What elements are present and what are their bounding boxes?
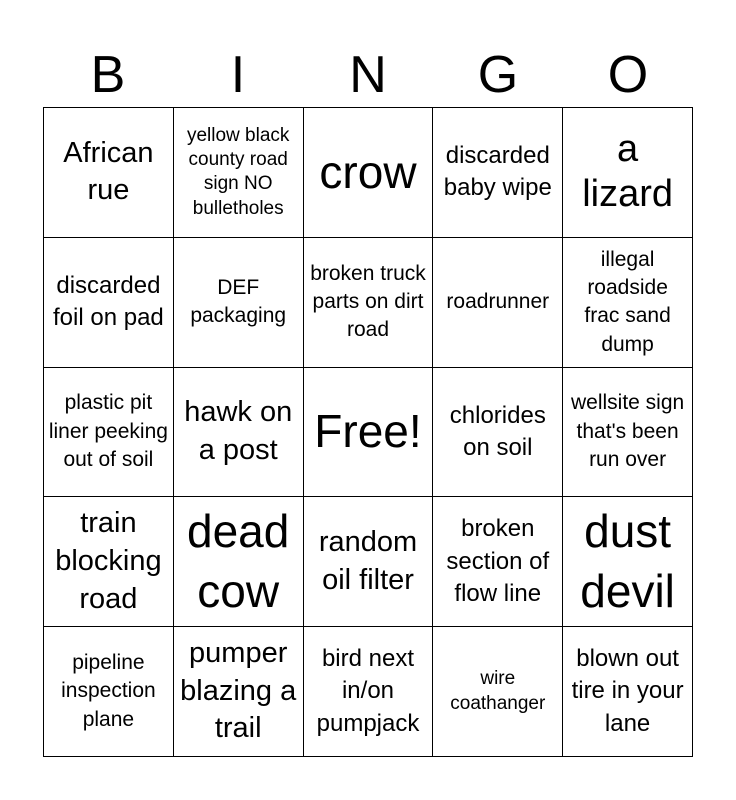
bingo-cell[interactable]: discarded baby wipe: [433, 108, 563, 238]
bingo-cell[interactable]: yellow black county road sign NO bulletholes: [174, 108, 304, 238]
free-space-cell[interactable]: Free!: [304, 368, 434, 498]
header-letter-i: I: [230, 46, 246, 104]
bingo-header: [43, 44, 693, 106]
header-letter-b: B: [90, 46, 126, 104]
bingo-cell[interactable]: DEF packaging: [174, 238, 304, 368]
bingo-cell[interactable]: crow: [304, 108, 434, 238]
bingo-cell[interactable]: plastic pit liner peeking out of soil: [44, 368, 174, 498]
bingo-cell[interactable]: pumper blazing a trail: [174, 627, 304, 757]
bingo-cell[interactable]: discarded foil on pad: [44, 238, 174, 368]
bingo-cell[interactable]: random oil filter: [304, 497, 434, 627]
header-letter-g: G: [477, 46, 519, 104]
bingo-cell[interactable]: chlorides on soil: [433, 368, 563, 498]
bingo-cell[interactable]: bird next in/on pumpjack: [304, 627, 434, 757]
header-letter-n: N: [349, 46, 387, 104]
bingo-cell[interactable]: dust devil: [563, 497, 693, 627]
bingo-cell[interactable]: a lizard: [563, 108, 693, 238]
bingo-cell[interactable]: broken truck parts on dirt road: [304, 238, 434, 368]
bingo-cell[interactable]: blown out tire in your lane: [563, 627, 693, 757]
bingo-cell[interactable]: roadrunner: [433, 238, 563, 368]
bingo-card-grid: [43, 107, 693, 757]
bingo-cell[interactable]: illegal roadside frac sand dump: [563, 238, 693, 368]
bingo-cell[interactable]: train blocking road: [44, 497, 174, 627]
bingo-cell[interactable]: African rue: [44, 108, 174, 238]
bingo-cell[interactable]: pipeline inspection plane: [44, 627, 174, 757]
header-letter-o: O: [607, 46, 649, 104]
bingo-cell[interactable]: wire coathanger: [433, 627, 563, 757]
bingo-cell[interactable]: wellsite sign that's been run over: [563, 368, 693, 498]
bingo-cell[interactable]: dead cow: [174, 497, 304, 627]
bingo-cell[interactable]: hawk on a post: [174, 368, 304, 498]
bingo-cell[interactable]: broken section of flow line: [433, 497, 563, 627]
